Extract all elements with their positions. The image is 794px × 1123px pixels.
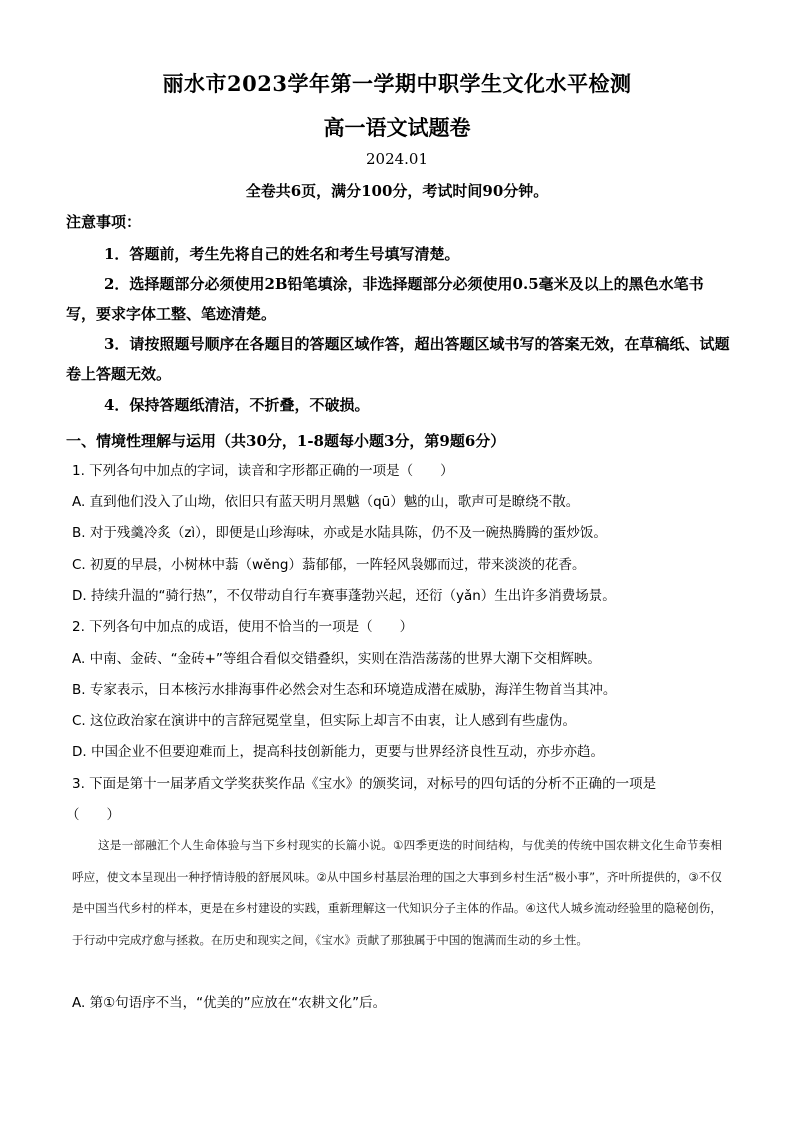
question-2-stem: 2. 下列各句中加点的成语，使用不恰当的一项是（ ）: [72, 619, 414, 635]
question-3-option-a: A. 第①句语序不当，“优美的”应放在“农耕文化”后。: [72, 995, 387, 1011]
notice-item-4: 4．保持答题纸清洁，不折叠，不破损。: [104, 396, 370, 414]
question-1-option-d: D. 持续升温的“骑行热”，不仅带动自行车赛事蓬勃兴起，还衍（yǎn）生出许多消费场景。: [72, 588, 616, 604]
question-2-option-c: C. 这位政治家在演讲中的言辞冠冕堂皇，但实际上却言不由衷，让人感到有些虚伪。: [72, 713, 577, 729]
exam-subtitle: 高一语文试题卷: [323, 115, 471, 140]
question-3-paren: （ ）: [66, 807, 120, 823]
question-3-passage: 这是一部融汇个人生命体验与当下乡村现实的长篇小说。①四季更迭的时间结构，与优美的传统中国农耕文化生命节奏相呼应，使文本呈现出一种抒情诗般的舒展风味。②从中国乡村基层治理的国之大事到乡村生活“极小事”，齐叶所提供的，③不仅是中国当代乡村的样本，更是在乡村建设的实践，重新理解这一代知识分子主体的作品。④这代人城乡流动经验里的隐秘创伤，于行动中完成疗愈与拯救。在历史和现实之间，《宝水》贡献了那独属于中国的饱满而生动的乡土性。: [72, 838, 722, 947]
question-1-option-b: B. 对于残羹冷炙（zì），即便是山珍海味，亦或是水陆具陈，仍不及一碗热腾腾的蛋炒饭。: [72, 525, 607, 541]
notice-item-2: 2．选择题部分必须使用2B铅笔填涂，非选择题部分必须使用0.5毫米及以上的黑色水笔书写，要求字体工整、笔迹清楚。: [66, 275, 704, 323]
question-1-option-a: A. 直到他们没入了山坳，依旧只有蓝天明月黑魆（qū）魆的山，歌声可是瞭绕不散。: [72, 494, 580, 510]
question-2-option-b: B. 专家表示，日本核污水排海事件必然会对生态和环境造成潜在威胁，海洋生物首当其冲。: [72, 682, 617, 698]
question-2-option-d: D. 中国企业不但要迎难而上，提高科技创新能力，更要与世界经济良性互动，亦步亦趋。: [72, 744, 604, 760]
section-title: 一、情境性理解与运用（共30分，1-8题每小题3分，第9题6分）: [66, 432, 506, 450]
notice-item-1: 1．答题前，考生先将自己的姓名和考生号填写清楚。: [104, 245, 460, 263]
exam-date: 2024.01: [365, 150, 429, 168]
notice-heading: 注意事项：: [66, 213, 142, 231]
exam-title: 丽水市2023学年第一学期中职学生文化水平检测: [162, 71, 632, 96]
question-1-option-c: C. 初夏的早晨，小树林中蓊（wěng）蓊郁郁，一阵轻风袅娜而过，带来淡淡的花香。: [72, 557, 586, 573]
question-2-option-a: A. 中南、金砖、“金砖+”等组合看似交错叠织，实则在浩浩荡荡的世界大潮下交相辉映。: [72, 651, 601, 667]
question-3-stem: 3. 下面是第十一届茅盾文学奖获奖作品《宝水》的颁奖词，对标号的四句话的分析不正确的一项是: [72, 776, 657, 792]
question-1-stem: 1. 下列各句中加点的字词，读音和字形都正确的一项是（ ）: [72, 463, 454, 479]
exam-summary: 全卷共6页，满分100分，考试时间90分钟。: [245, 182, 549, 200]
notice-item-3: 3．请按照题号顺序在各题目的答题区域作答，超出答题区域书写的答案无效，在草稿纸、试题卷上答题无效。: [66, 335, 730, 383]
